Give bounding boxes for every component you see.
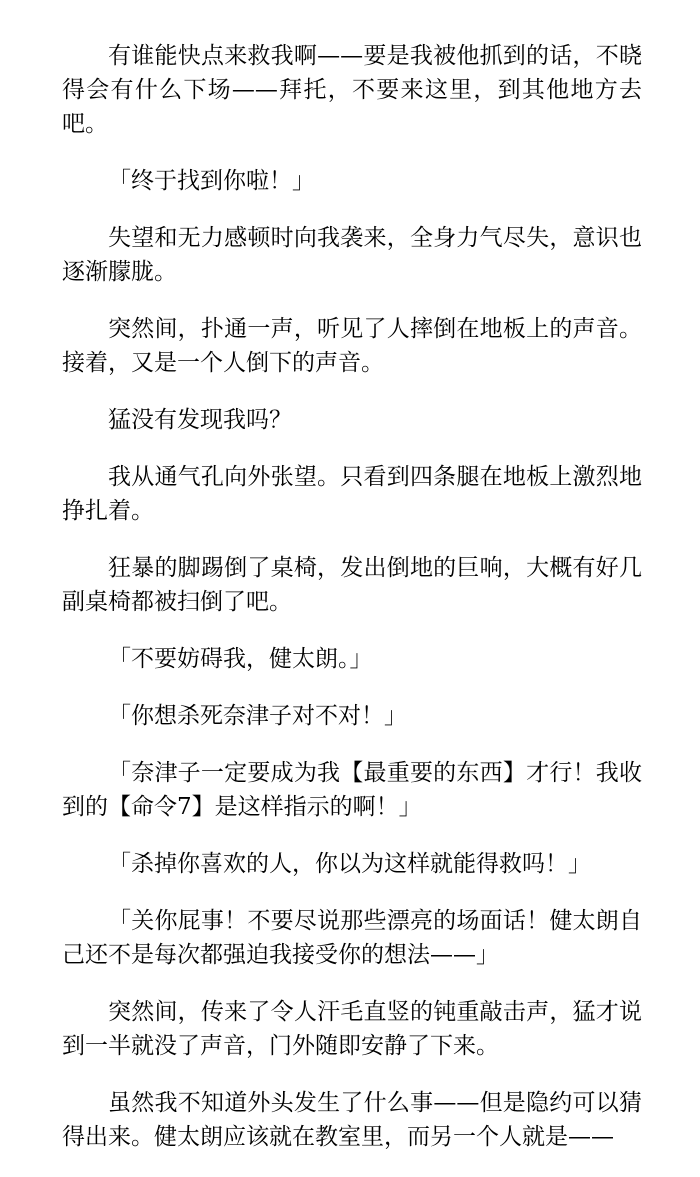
paragraph: 我从通气孔向外张望。只看到四条腿在地板上激烈地挣扎着。: [62, 464, 642, 524]
paragraph: 狂暴的脚踢倒了桌椅，发出倒地的巨响，大概有好几副桌椅都被扫倒了吧。: [62, 555, 642, 615]
paragraph: 猛没有发现我吗？: [108, 407, 292, 433]
paragraph: 「你想杀死奈津子对不对！」: [108, 703, 407, 729]
paragraph: 「关你屁事！不要尽说那些漂亮的场面话！健太朗自己还不是每次都强迫我接受你的想法——」: [62, 908, 642, 968]
paragraph: 失望和无力感顿时向我袭来，全身力气尽失，意识也逐渐朦胧。: [62, 225, 642, 285]
paragraph: 突然间，扑通一声，听见了人摔倒在地板上的声音。接着，又是一个人倒下的声音。: [62, 316, 642, 376]
paragraph: 突然间，传来了令人汗毛直竖的钝重敲击声，猛才说到一半就没了声音，门外随即安静了下来。: [62, 999, 642, 1059]
paragraph: 「杀掉你喜欢的人，你以为这样就能得救吗！」: [108, 851, 591, 877]
paragraph: 「奈津子一定要成为我【最重要的东西】才行！我收到的【命令7】是这样指示的啊！」: [62, 760, 642, 820]
paragraph: 「终于找到你啦！」: [108, 168, 315, 194]
document-body: [62, 39, 642, 1177]
paragraph: 有谁能快点来救我啊——要是我被他抓到的话，不晓得会有什么下场——拜托，不要来这里，到其他地方去吧。: [62, 43, 642, 137]
paragraph: 「不要妨碍我，健太朗。」: [108, 646, 373, 672]
paragraph: 虽然我不知道外头发生了什么事——但是隐约可以猜得出来。健太朗应该就在教室里，而另一个人就是——: [62, 1090, 642, 1150]
